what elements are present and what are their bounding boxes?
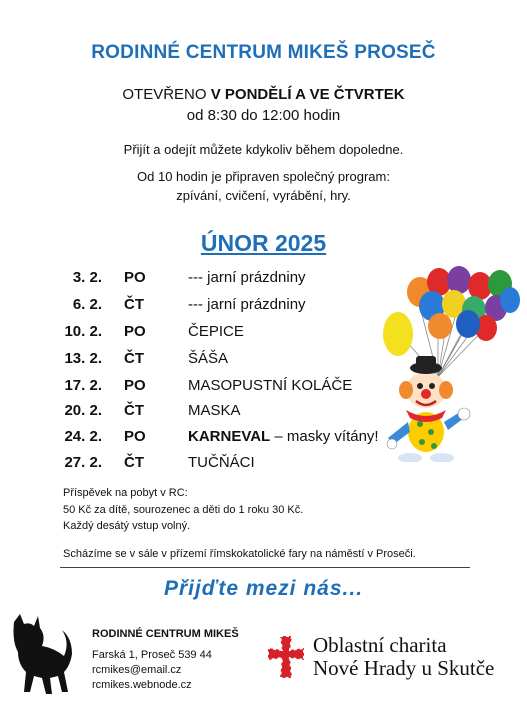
footer-org-name: RODINNÉ CENTRUM MIKEŠ [92,628,239,640]
schedule-event: ČEPICE [188,323,244,340]
schedule-row [0,269,420,291]
schedule-day: PO [124,323,146,340]
schedule-date: 10. 2. [64,323,102,340]
schedule-row [0,377,420,399]
divider [60,567,470,568]
month-heading: ÚNOR 2025 [200,230,327,256]
schedule-event: TUČŇÁCI [188,454,255,471]
opening-days-bold: V PONDĚLÍ A VE ČTVRTEK [210,86,405,103]
schedule-row [0,428,420,450]
fee-line-1: 50 Kč za dítě, sourozenec a děti do 1 roku 30 Kč. [63,504,304,516]
footer-email[interactable]: rcmikes@email.cz [92,664,182,676]
program-note: Od 10 hodin je připraven společný program: [137,169,390,184]
schedule-day: PO [124,428,146,445]
schedule-date: 24. 2. [64,428,102,445]
page-title: RODINNÉ CENTRUM MIKEŠ PROSEČ [91,42,436,63]
opening-hours: od 8:30 do 12:00 hodin [186,107,341,124]
schedule-date: 3. 2. [72,269,102,286]
schedule-event-title: KARNEVAL [188,428,271,445]
call-to-action: Přijďte mezi nás... [163,577,364,600]
location-note: Scházíme se v sále v přízemí římskokatolické fary na náměstí v Proseči. [63,548,416,560]
schedule-event: MASKA [188,402,241,419]
schedule-event-extra: – masky vítány! [270,428,379,445]
schedule-row [0,296,420,318]
schedule-date: 27. 2. [64,454,102,471]
schedule-date: 20. 2. [64,402,102,419]
charita-line-1: Oblastní charita [313,633,447,657]
schedule-day: PO [124,377,146,394]
schedule-day: ČT [124,402,144,419]
schedule-row [0,402,420,424]
arrival-note: Přijít a odejít můžete kdykoliv během dopoledne. [123,142,404,157]
charita-cross-icon [266,634,306,680]
clown-balloons-illustration [368,262,524,462]
schedule-event: --- jarní prázdniny [188,296,306,313]
schedule-event: --- jarní prázdniny [188,269,306,286]
schedule-event: MASOPUSTNÍ KOLÁČE [188,377,353,394]
opening-days [0,86,527,103]
schedule-day: PO [124,269,146,286]
program-activities: zpívání, cvičení, vyrábění, hry. [176,188,351,203]
footer-web[interactable]: rcmikes.webnode.cz [92,679,192,691]
schedule-date: 6. 2. [72,296,102,313]
cat-logo-icon [6,612,86,698]
opening-prefix: OTEVŘENO [122,86,211,103]
charita-line-2: Nové Hrady u Skutče [313,656,495,680]
schedule-day: ČT [124,350,144,367]
schedule-day: ČT [124,296,144,313]
fee-heading: Příspěvek na pobyt v RC: [63,487,188,499]
schedule-day: ČT [124,454,144,471]
schedule-date: 13. 2. [64,350,102,367]
schedule-date: 17. 2. [64,377,102,394]
schedule-event: ŠÁŠA [188,350,229,367]
schedule-row [0,350,420,372]
schedule-row [0,323,420,345]
schedule-event [188,428,379,445]
fee-line-2: Každý desátý vstup volný. [63,520,191,532]
schedule-row [0,454,420,476]
footer-address: Farská 1, Proseč 539 44 [92,649,212,661]
